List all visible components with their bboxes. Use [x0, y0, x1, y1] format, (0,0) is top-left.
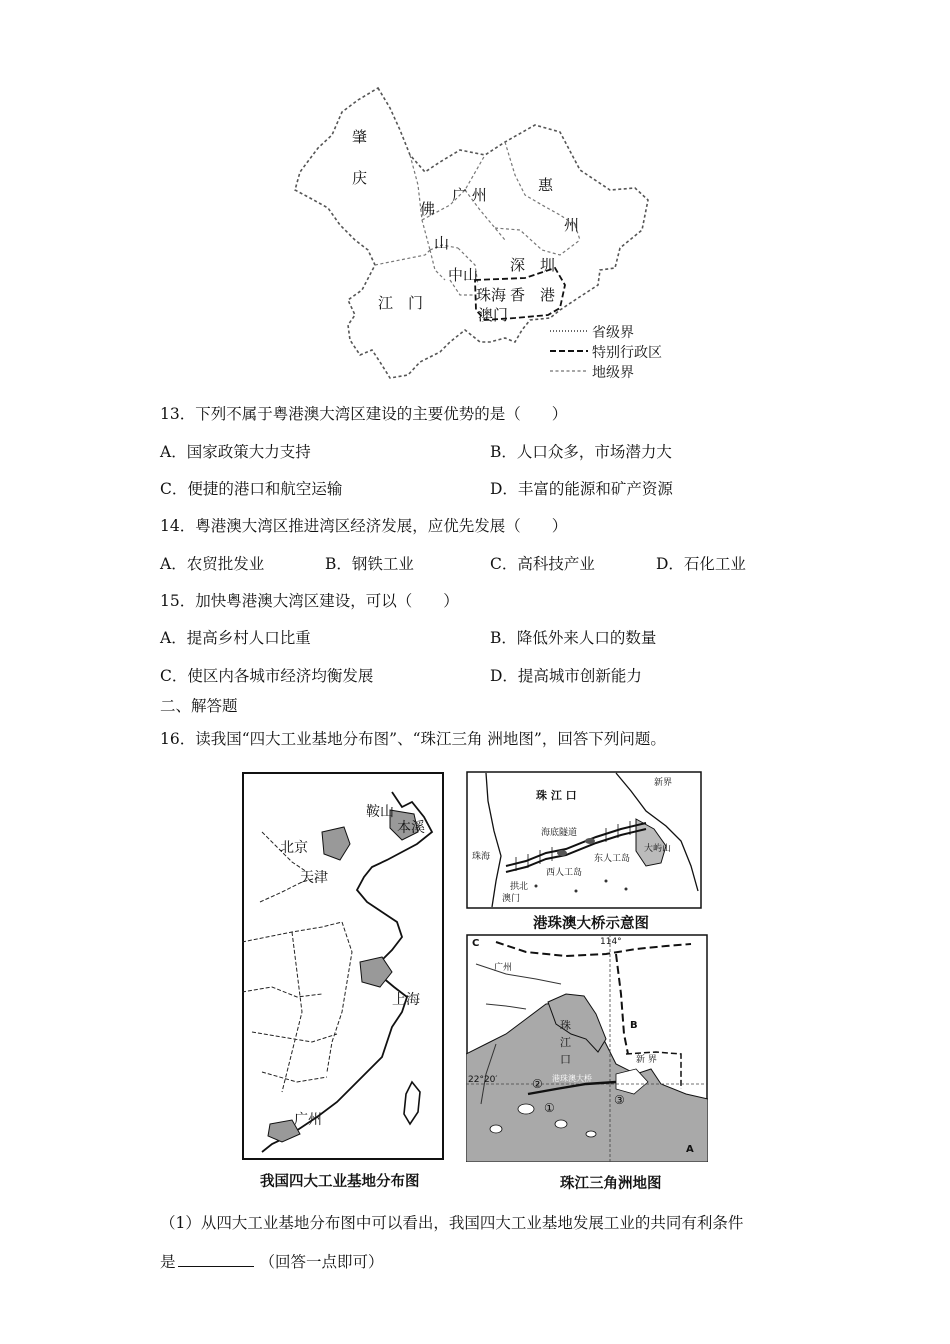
city-label-zhuhai: 珠海	[476, 286, 507, 304]
label-jiang: 江	[560, 1036, 571, 1049]
question-14-stem: 14．粤港澳大湾区推进湾区经济发展，应优先发展（ ）	[160, 517, 568, 535]
caption-bridge-map: 港珠澳大桥示意图	[533, 916, 649, 932]
label-macau: 澳门	[502, 894, 521, 904]
label-west-island: 西人工岛	[546, 868, 583, 878]
label-zhu: 珠	[560, 1019, 571, 1032]
city-label-hongkong: 香 港	[510, 286, 556, 304]
label-guangzhou: 广州	[294, 1112, 322, 1128]
pearl-river-delta-map	[466, 934, 708, 1162]
section-title: 二、解答题	[160, 697, 238, 715]
gba-legend	[550, 324, 662, 381]
answer-blank[interactable]	[178, 1252, 254, 1267]
city-label-jiangmen: 江 门	[378, 294, 424, 312]
industrial-bases-map	[242, 772, 444, 1162]
label-circle-1: ①	[544, 1101, 555, 1115]
label-114: 114°	[600, 937, 622, 947]
question-14-option-c: C．高科技产业	[490, 555, 595, 573]
question-13-option-a: A．国家政策大力支持	[160, 443, 311, 461]
city-label-guangzhou: 广 州	[452, 186, 487, 204]
question-13-stem: 13．下列不属于粤港澳大湾区建设的主要优势的是（ ）	[160, 405, 568, 423]
label-hzmb: 港珠澳大桥	[552, 1074, 592, 1083]
city-label-fo: 佛	[420, 200, 436, 218]
question-14-option-d: D．石化工业	[656, 555, 746, 573]
question-15-option-d: D．提高城市创新能力	[490, 667, 642, 685]
question-14-option-b: B．钢铁工业	[325, 555, 414, 573]
question-15-option-c: C．使区内各城市经济均衡发展	[160, 667, 374, 685]
greater-bay-area-map	[280, 80, 680, 385]
label-zhuhai: 珠海	[472, 852, 491, 862]
city-label-qing: 庆	[352, 169, 368, 187]
label-kou: 口	[560, 1053, 571, 1066]
city-label-shan: 山	[434, 234, 450, 252]
label-lantau: 大屿山	[644, 844, 672, 854]
label-undersea-tunnel: 海底隧道	[541, 828, 578, 838]
label-xinjie: 新 界	[636, 1055, 657, 1065]
label-gongbei: 拱北	[510, 882, 529, 892]
city-label-zhou: 州	[564, 216, 580, 234]
question-15-option-a: A．提高乡村人口比重	[160, 629, 311, 647]
question-15-option-b: B．降低外来人口的数量	[490, 629, 657, 647]
question-13-option-d: D．丰富的能源和矿产资源	[490, 480, 673, 498]
legend-sar: 特别行政区	[592, 345, 662, 361]
label-tianjin: 天津	[300, 870, 328, 886]
answer-hint: （回答一点即可）	[259, 1253, 384, 1271]
question-16-sub1-line2	[160, 1252, 384, 1272]
city-label-hui: 惠	[538, 176, 554, 194]
question-16-stem: 16．读我国“四大工业基地分布图”、“珠江三角 洲地图”，回答下列问题。	[160, 730, 666, 748]
label-c: C	[472, 938, 480, 949]
label-east-island: 东人工岛	[594, 854, 631, 864]
legend-prefecture: 地级界	[592, 365, 634, 381]
hzmb-bridge-map	[466, 771, 702, 909]
label-benxi: 本溪	[397, 820, 425, 836]
question-13-option-c: C．便捷的港口和航空运输	[160, 480, 343, 498]
label-circle-3: ③	[614, 1093, 625, 1107]
city-label-zhongshan: 中山	[448, 266, 479, 284]
city-label-zhao: 肇	[352, 128, 368, 146]
question-14-option-a: A．农贸批发业	[160, 555, 265, 573]
caption-delta-map: 珠江三角洲地图	[560, 1176, 662, 1192]
label-guangzhou: 广州	[494, 963, 513, 973]
question-16-sub1-line1: （1）从四大工业基地分布图中可以看出，我国四大工业基地发展工业的共同有利条件	[160, 1214, 744, 1232]
label-latitude: 22°20′	[468, 1075, 498, 1085]
city-label-shenzhen: 深 圳	[510, 256, 556, 274]
label-shanghai: 上海	[392, 992, 420, 1008]
label-b: B	[630, 1020, 638, 1031]
legend-provincial: 省级界	[592, 325, 634, 341]
label-a: A	[686, 1144, 694, 1155]
label-beijing: 北京	[280, 840, 308, 856]
question-15-stem: 15．加快粤港澳大湾区建设，可以（ ）	[160, 592, 459, 610]
city-label-macau: 澳门	[478, 306, 509, 324]
label-anshan: 鞍山	[366, 804, 394, 820]
label-circle-2: ②	[532, 1077, 543, 1091]
label-new-territories: 新界	[654, 778, 673, 788]
question-13-option-b: B．人口众多，市场潜力大	[490, 443, 672, 461]
label-pearl-estuary: 珠 江 口	[536, 789, 577, 802]
caption-industrial-map: 我国四大工业基地分布图	[260, 1174, 420, 1190]
answer-prefix: 是	[160, 1253, 176, 1271]
